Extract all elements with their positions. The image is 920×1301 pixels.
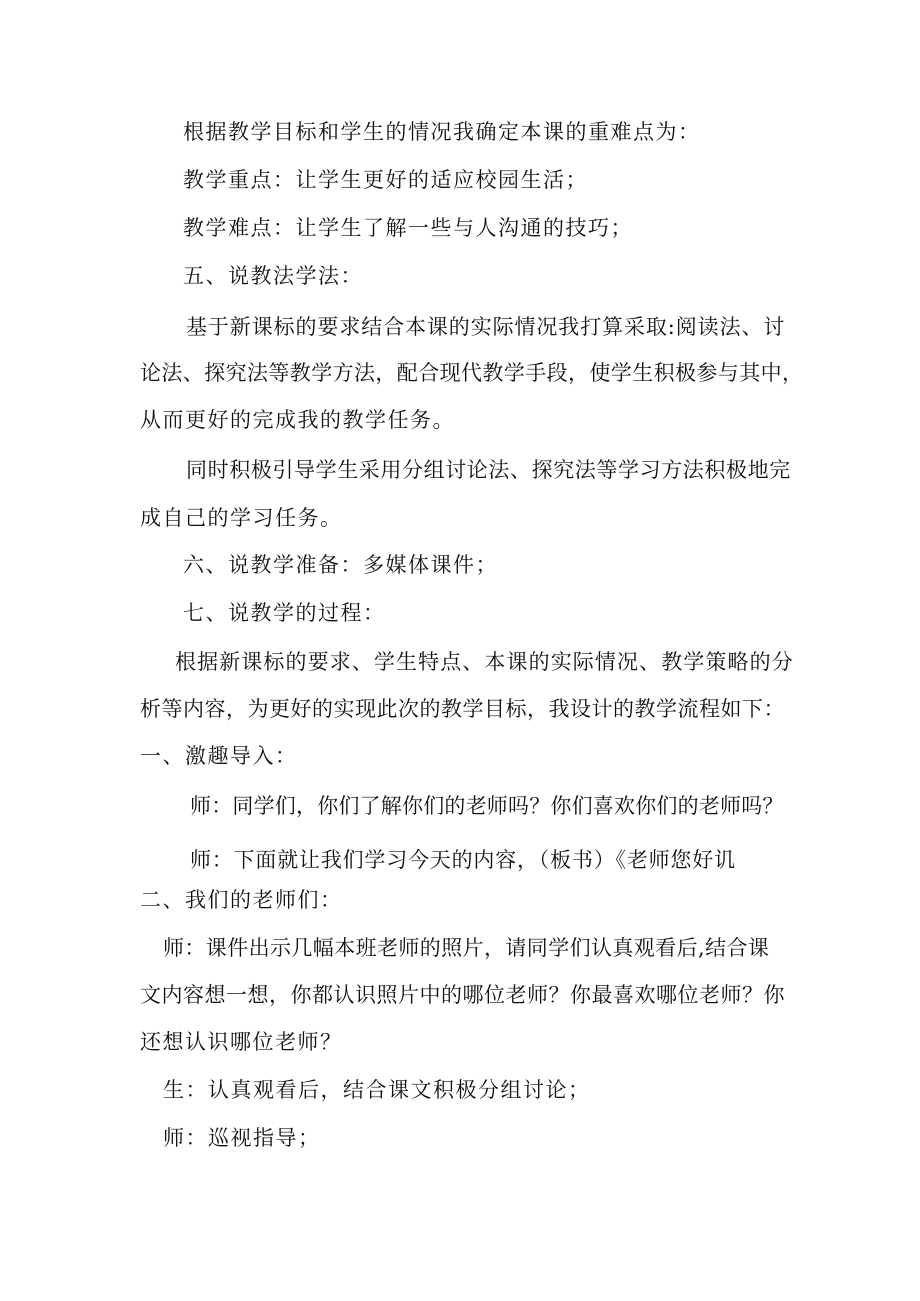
- text-line-16: 师：下面就让我们学习今天的内容，（板书）《老师您好讥: [190, 848, 736, 872]
- text-line-13: 析等内容，为更好的实现此次的教学目标，我设计的教学流程如下：: [140, 697, 785, 721]
- text-line-22: 师：巡视指导；: [163, 1126, 321, 1150]
- text-line-15: 师：同学们，你们了解你们的老师吗？你们喜欢你们的老师吗？: [190, 794, 784, 818]
- text-line-19: 文内容想一想，你都认识照片中的哪位老师？你最喜欢哪位老师？你: [140, 983, 785, 1007]
- text-line-7: 从而更好的完成我的教学任务。: [140, 408, 455, 432]
- text-line-3: 教学难点：让学生了解一些与人沟通的技巧；: [183, 216, 633, 240]
- heading-section-7: 七、说教学的过程：: [183, 601, 386, 625]
- text-line-9: 成自己的学习任务。: [140, 506, 343, 530]
- text-line-21: 生：认真观看后，结合课文积极分组讨论；: [163, 1078, 591, 1102]
- text-line-12: 根据新课标的要求、学生特点、本课的实际情况、教学策略的分: [175, 650, 794, 674]
- text-line-5: 基于新课标的要求结合本课的实际情况我打算采取:阅读法、讨: [186, 315, 786, 339]
- heading-section-6: 六、说教学准备：多媒体课件；: [183, 553, 498, 577]
- text-line-1: 根据教学目标和学生的情况我确定本课的重难点为：: [183, 120, 701, 144]
- text-line-18: 师：课件出示几幅本班老师的照片，请同学们认真观看后,结合课: [163, 936, 770, 960]
- heading-section-5: 五、说教法学法：: [183, 264, 363, 288]
- heading-part-2: 二、我们的老师们：: [140, 888, 343, 912]
- text-line-8: 同时积极引导学生采用分组讨论法、探究法等学习方法积极地完: [186, 458, 791, 482]
- text-line-20: 还想认识哪位老师？: [140, 1030, 343, 1054]
- text-line-2: 教学重点：让学生更好的适应校园生活；: [183, 168, 588, 192]
- heading-part-1: 一、激趣导入：: [140, 744, 298, 768]
- text-line-6: 论法、探究法等教学方法，配合现代教学手段，使学生积极参与其中，: [140, 361, 804, 385]
